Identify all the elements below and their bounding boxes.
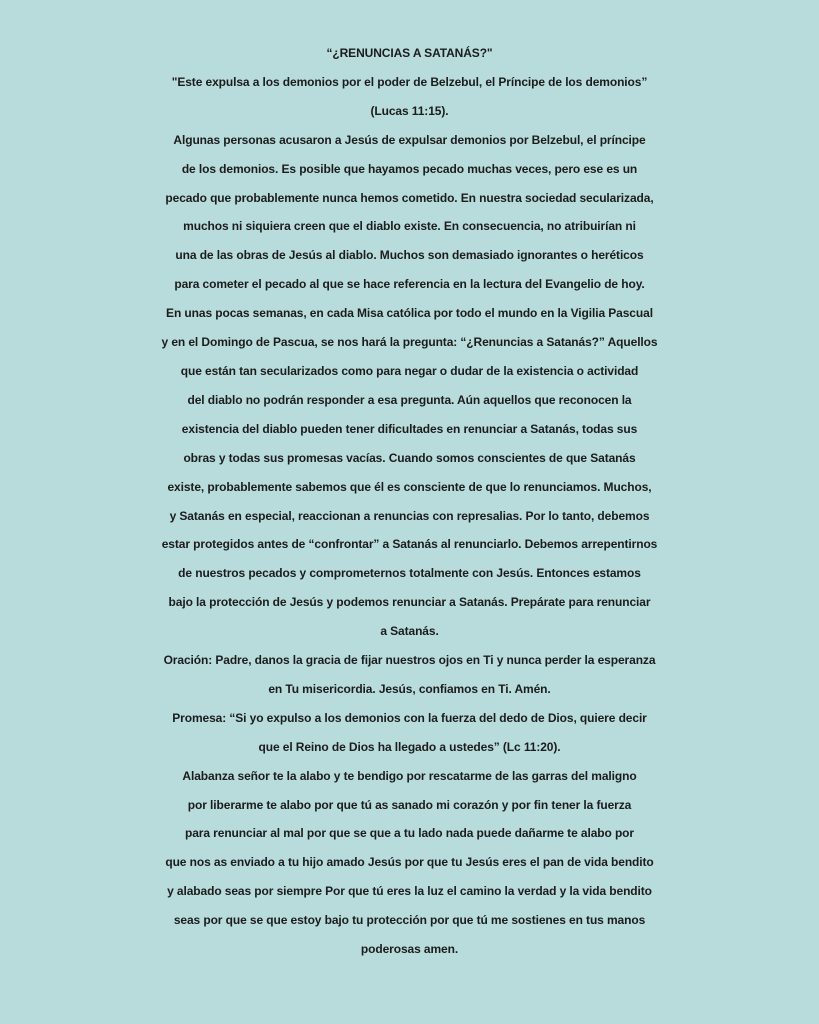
body-line: de los demonios. Es posible que hayamos pecado muchas veces, pero ese es un xyxy=(181,161,638,176)
citation-line: (Lucas 11:15). xyxy=(370,103,449,118)
quote-line: "Este expulsa a los demonios por el poder de Belzebul, el Príncipe de los demonios” xyxy=(171,74,648,89)
praise-line: seas por que se que estoy bajo tu protección por que tú me sostienes en tus manos xyxy=(173,913,646,928)
body-line: que están tan secularizados como para negar o dudar de la existencia o actividad xyxy=(180,363,639,378)
body-line: una de las obras de Jesús al diablo. Muchos son demasiado ignorantes o heréticos xyxy=(175,248,644,263)
promise-line: que el Reino de Dios ha llegado a ustedes” (Lc 11:20). xyxy=(258,739,561,754)
body-line: existencia del diablo pueden tener dificultades en renunciar a Satanás, todas sus xyxy=(181,421,638,436)
praise-line: y alabado seas por siempre Por que tú eres la luz el camino la verdad y la vida bendito xyxy=(167,884,652,899)
prayer-line: en Tu misericordia. Jesús, confiamos en Ti. Amén. xyxy=(268,681,551,696)
document-text xyxy=(0,39,819,964)
body-line: para cometer el pecado al que se hace referencia en la lectura del Evangelio de hoy. xyxy=(174,277,645,292)
praise-line: por liberarme te alabo por que tú as sanado mi corazón y por fin tener la fuerza xyxy=(187,797,632,812)
body-line: del diablo no podrán responder a esa pregunta. Aún aquellos que reconocen la xyxy=(187,392,632,407)
body-line: obras y todas sus promesas vacías. Cuando somos conscientes de que Satanás xyxy=(183,450,636,465)
body-line: existe, probablemente sabemos que él es consciente de que lo renunciamos. Muchos, xyxy=(167,479,652,494)
body-line: a Satanás. xyxy=(380,624,439,639)
body-line: bajo la protección de Jesús y podemos renunciar a Satanás. Prepárate para renunciar xyxy=(168,595,651,610)
prayer-line: Oración: Padre, danos la gracia de fijar nuestros ojos en Ti y nunca perder la esperanza xyxy=(163,653,656,668)
body-line: y Satanás en especial, reaccionan a renuncias con represalias. Por lo tanto, debemos xyxy=(169,508,650,523)
promise-line: Promesa: “Si yo expulso a los demonios con la fuerza del dedo de Dios, quiere decir xyxy=(172,710,647,725)
body-line: estar protegidos antes de “confrontar” a Satanás al renunciarlo. Debemos arrepentirnos xyxy=(161,537,658,552)
body-line: pecado que probablemente nunca hemos cometido. En nuestra sociedad secularizada, xyxy=(165,190,654,205)
praise-line: Alabanza señor te la alabo y te bendigo por rescatarme de las garras del maligno xyxy=(182,768,637,783)
praise-line: para renunciar al mal por que se que a tu lado nada puede dañarme te alabo por xyxy=(185,826,634,841)
title-line: “¿RENUNCIAS A SATANÁS?" xyxy=(326,46,493,60)
body-line: y en el Domingo de Pascua, se nos hará la pregunta: “¿Renuncias a Satanás?” Aquellos xyxy=(161,335,658,350)
body-line: de nuestros pecados y comprometernos totalmente con Jesús. Entonces estamos xyxy=(178,566,641,581)
body-line: Algunas personas acusaron a Jesús de expulsar demonios por Belzebul, el príncipe xyxy=(173,132,646,147)
praise-line: poderosas amen. xyxy=(360,942,459,957)
body-line: En unas pocas semanas, en cada Misa católica por todo el mundo en la Vigilia Pascual xyxy=(166,306,653,321)
praise-line: que nos as enviado a tu hijo amado Jesús por que tu Jesús eres el pan de vida bendito xyxy=(165,855,654,870)
body-line: muchos ni siquiera creen que el diablo existe. En consecuencia, no atribuirían ni xyxy=(183,219,636,234)
